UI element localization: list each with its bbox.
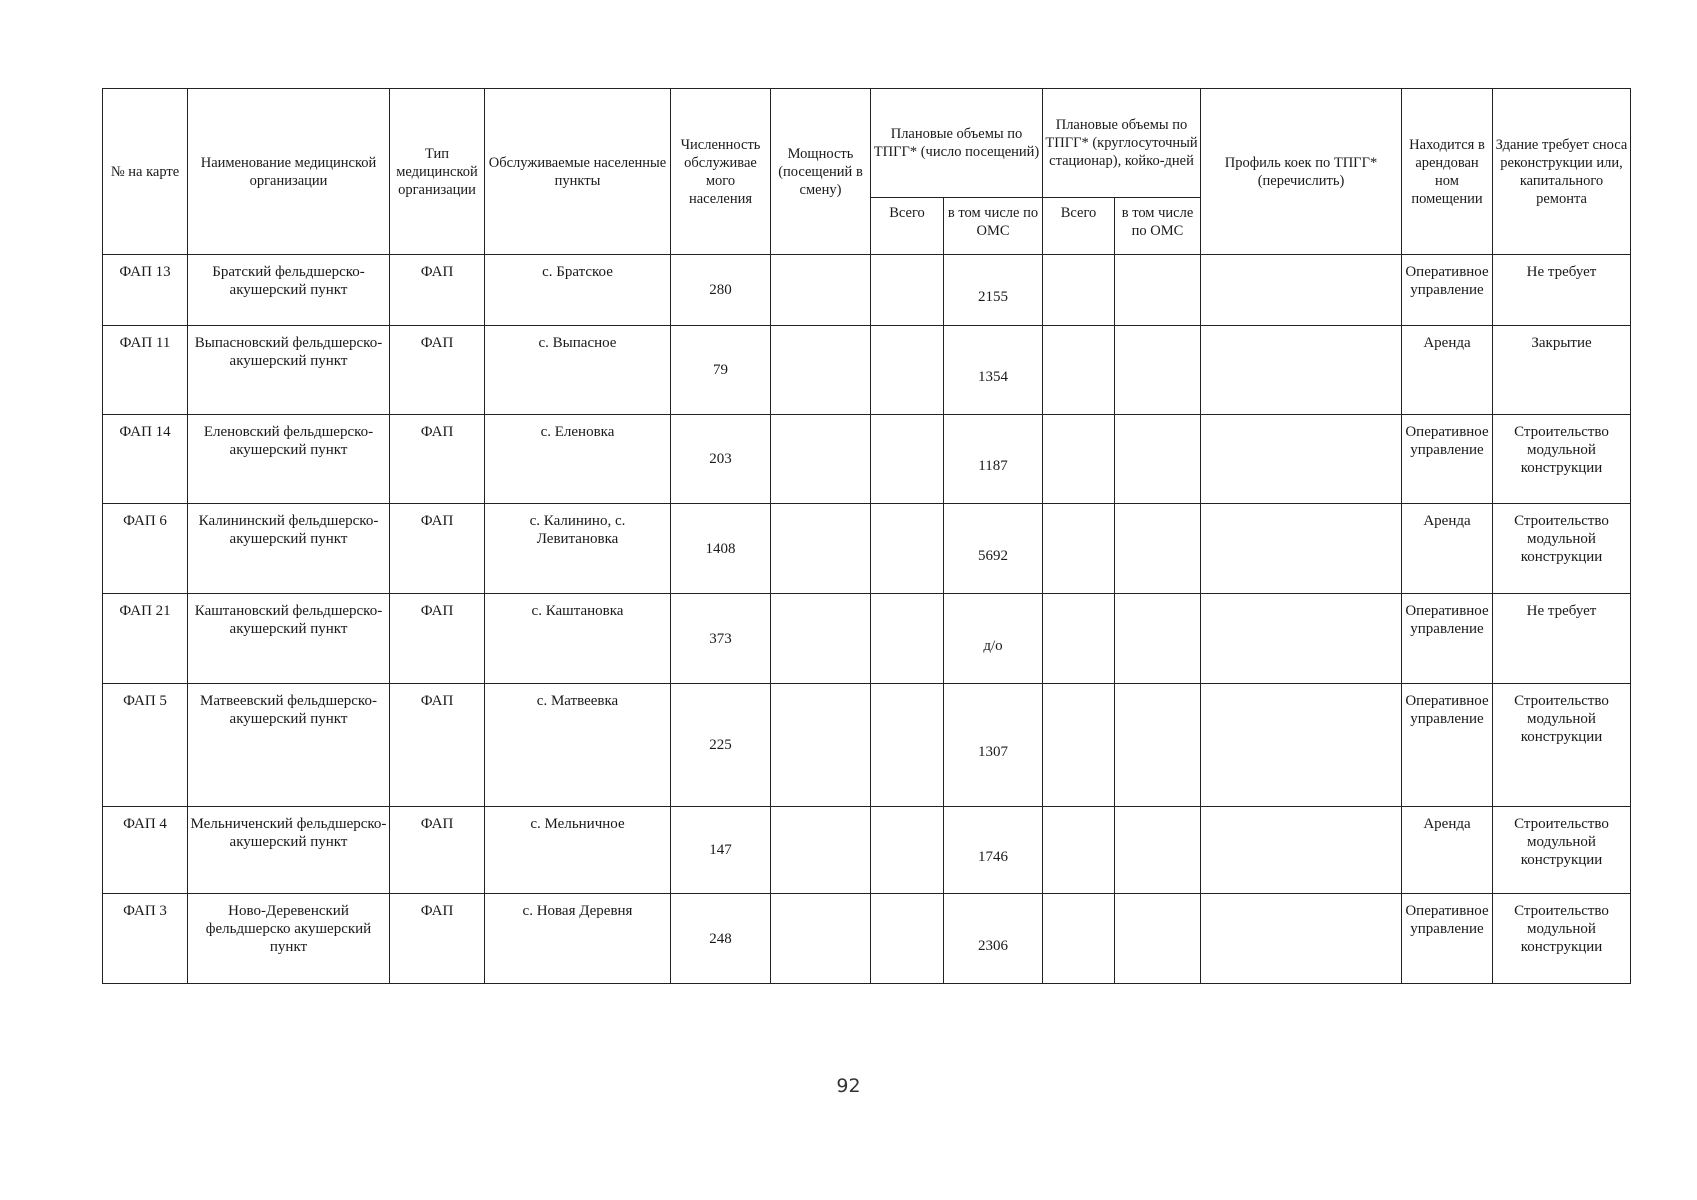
cell-org-type: ФАП xyxy=(390,894,485,984)
cell-map-no: ФАП 13 xyxy=(103,255,188,326)
cell-capacity xyxy=(771,684,871,807)
cell-settlements: с. Выпасное xyxy=(485,326,671,415)
cell-beds-total xyxy=(1043,504,1115,594)
cell-org-name: Мельниченский фельдшерско-акушерский пункт xyxy=(188,807,390,894)
cell-settlements: с. Еленовка xyxy=(485,415,671,504)
cell-visits-oms: 2306 xyxy=(944,894,1043,984)
cell-capacity xyxy=(771,415,871,504)
cell-map-no: ФАП 4 xyxy=(103,807,188,894)
cell-org-name: Матвеевский фельдшерско-акушерский пункт xyxy=(188,684,390,807)
cell-beds-oms xyxy=(1115,326,1201,415)
header-leased: Находится в арендован ном помещении xyxy=(1402,89,1493,255)
header-beds-total: Всего xyxy=(1043,198,1115,255)
cell-settlements: с. Матвеевка xyxy=(485,684,671,807)
cell-settlements: с. Братское xyxy=(485,255,671,326)
header-population: Численность обслуживае мого населения xyxy=(671,89,771,255)
table-row xyxy=(103,326,1631,415)
cell-leased: Аренда xyxy=(1402,504,1493,594)
cell-visits-total xyxy=(871,415,944,504)
table-row xyxy=(103,684,1631,807)
cell-visits-total xyxy=(871,807,944,894)
header-settlements: Обслуживаемые населенные пункты xyxy=(485,89,671,255)
header-visits-total: Всего xyxy=(871,198,944,255)
header-capacity: Мощность (посещений в смену) xyxy=(771,89,871,255)
cell-org-type: ФАП xyxy=(390,415,485,504)
table-body xyxy=(103,255,1631,984)
cell-map-no: ФАП 6 xyxy=(103,504,188,594)
header-org-type: Тип медицинской организации xyxy=(390,89,485,255)
cell-repair: Не требует xyxy=(1493,594,1631,684)
cell-capacity xyxy=(771,255,871,326)
cell-population: 1408 xyxy=(671,504,771,594)
page-number: 92 xyxy=(836,1075,861,1097)
cell-org-name: Еленовский фельдшерско-акушерский пункт xyxy=(188,415,390,504)
cell-population: 203 xyxy=(671,415,771,504)
cell-beds-oms xyxy=(1115,504,1201,594)
cell-visits-total xyxy=(871,684,944,807)
cell-repair: Строительство модульной конструкции xyxy=(1493,415,1631,504)
cell-repair: Строительство модульной конструкции xyxy=(1493,684,1631,807)
cell-beds-total xyxy=(1043,807,1115,894)
cell-capacity xyxy=(771,326,871,415)
cell-population: 248 xyxy=(671,894,771,984)
cell-org-name: Калининский фельдшерско-акушерский пункт xyxy=(188,504,390,594)
cell-bed-profile xyxy=(1201,504,1402,594)
cell-leased: Оперативное управление xyxy=(1402,894,1493,984)
cell-org-type: ФАП xyxy=(390,684,485,807)
table-row xyxy=(103,415,1631,504)
cell-beds-total xyxy=(1043,255,1115,326)
cell-bed-profile xyxy=(1201,255,1402,326)
cell-population: 280 xyxy=(671,255,771,326)
cell-leased: Оперативное управление xyxy=(1402,684,1493,807)
header-beds-group: Плановые объемы по ТПГГ* (круглосуточный стационар), койко-дней xyxy=(1043,89,1201,198)
cell-leased: Аренда xyxy=(1402,326,1493,415)
cell-beds-total xyxy=(1043,684,1115,807)
cell-map-no: ФАП 21 xyxy=(103,594,188,684)
cell-visits-oms: 5692 xyxy=(944,504,1043,594)
cell-beds-total xyxy=(1043,326,1115,415)
cell-leased: Оперативное управление xyxy=(1402,415,1493,504)
cell-org-name: Выпасновский фельдшерско-акушерский пункт xyxy=(188,326,390,415)
cell-beds-oms xyxy=(1115,415,1201,504)
cell-population: 373 xyxy=(671,594,771,684)
cell-visits-oms: д/о xyxy=(944,594,1043,684)
header-visits-group: Плановые объемы по ТПГГ* (число посещений) xyxy=(871,89,1043,198)
cell-map-no: ФАП 3 xyxy=(103,894,188,984)
cell-population: 147 xyxy=(671,807,771,894)
cell-settlements: с. Каштановка xyxy=(485,594,671,684)
cell-org-type: ФАП xyxy=(390,504,485,594)
cell-org-type: ФАП xyxy=(390,255,485,326)
cell-beds-oms xyxy=(1115,255,1201,326)
cell-visits-oms: 1307 xyxy=(944,684,1043,807)
table-row xyxy=(103,894,1631,984)
cell-visits-total xyxy=(871,326,944,415)
cell-beds-oms xyxy=(1115,894,1201,984)
header-bed-profile: Профиль коек по ТПГГ* (перечислить) xyxy=(1201,89,1402,255)
cell-bed-profile xyxy=(1201,326,1402,415)
cell-visits-total xyxy=(871,594,944,684)
cell-population: 225 xyxy=(671,684,771,807)
table-row xyxy=(103,594,1631,684)
cell-beds-oms xyxy=(1115,807,1201,894)
cell-population: 79 xyxy=(671,326,771,415)
cell-visits-oms: 1354 xyxy=(944,326,1043,415)
cell-org-type: ФАП xyxy=(390,594,485,684)
cell-beds-oms xyxy=(1115,684,1201,807)
cell-org-type: ФАП xyxy=(390,326,485,415)
cell-org-name: Каштановский фельдшерско-акушерский пункт xyxy=(188,594,390,684)
cell-leased: Оперативное управление xyxy=(1402,255,1493,326)
cell-bed-profile xyxy=(1201,415,1402,504)
header-visits-oms: в том числе по ОМС xyxy=(944,198,1043,255)
table-row xyxy=(103,504,1631,594)
cell-beds-total xyxy=(1043,894,1115,984)
cell-visits-oms: 1746 xyxy=(944,807,1043,894)
document-sheet xyxy=(102,88,1630,984)
cell-repair: Строительство модульной конструкции xyxy=(1493,504,1631,594)
cell-settlements: с. Калинино, с. Левитановка xyxy=(485,504,671,594)
header-repair: Здание требует сноса реконструкции или, капитального ремонта xyxy=(1493,89,1631,255)
cell-leased: Оперативное управление xyxy=(1402,594,1493,684)
cell-visits-total xyxy=(871,504,944,594)
cell-repair: Строительство модульной конструкции xyxy=(1493,894,1631,984)
cell-repair: Не требует xyxy=(1493,255,1631,326)
header-beds-oms: в том числе по ОМС xyxy=(1115,198,1201,255)
table-header xyxy=(103,89,1631,255)
cell-bed-profile xyxy=(1201,684,1402,807)
cell-visits-total xyxy=(871,894,944,984)
table-row xyxy=(103,807,1631,894)
fap-table xyxy=(102,88,1631,984)
cell-repair: Закрытие xyxy=(1493,326,1631,415)
cell-org-type: ФАП xyxy=(390,807,485,894)
cell-map-no: ФАП 14 xyxy=(103,415,188,504)
cell-repair: Строительство модульной конструкции xyxy=(1493,807,1631,894)
cell-visits-total xyxy=(871,255,944,326)
cell-map-no: ФАП 11 xyxy=(103,326,188,415)
table-row xyxy=(103,255,1631,326)
cell-beds-total xyxy=(1043,415,1115,504)
cell-map-no: ФАП 5 xyxy=(103,684,188,807)
cell-bed-profile xyxy=(1201,894,1402,984)
cell-capacity xyxy=(771,894,871,984)
cell-org-name: Ново-Деревенский фельдшерско акушерский пункт xyxy=(188,894,390,984)
cell-bed-profile xyxy=(1201,807,1402,894)
cell-capacity xyxy=(771,594,871,684)
cell-leased: Аренда xyxy=(1402,807,1493,894)
cell-visits-oms: 1187 xyxy=(944,415,1043,504)
cell-visits-oms: 2155 xyxy=(944,255,1043,326)
header-org-name: Наименование медицинской организации xyxy=(188,89,390,255)
cell-bed-profile xyxy=(1201,594,1402,684)
cell-beds-total xyxy=(1043,594,1115,684)
cell-capacity xyxy=(771,807,871,894)
cell-capacity xyxy=(771,504,871,594)
header-map-no: № на карте xyxy=(103,89,188,255)
cell-settlements: с. Новая Деревня xyxy=(485,894,671,984)
cell-beds-oms xyxy=(1115,594,1201,684)
cell-org-name: Братский фельдшерско-акушерский пункт xyxy=(188,255,390,326)
cell-settlements: с. Мельничное xyxy=(485,807,671,894)
